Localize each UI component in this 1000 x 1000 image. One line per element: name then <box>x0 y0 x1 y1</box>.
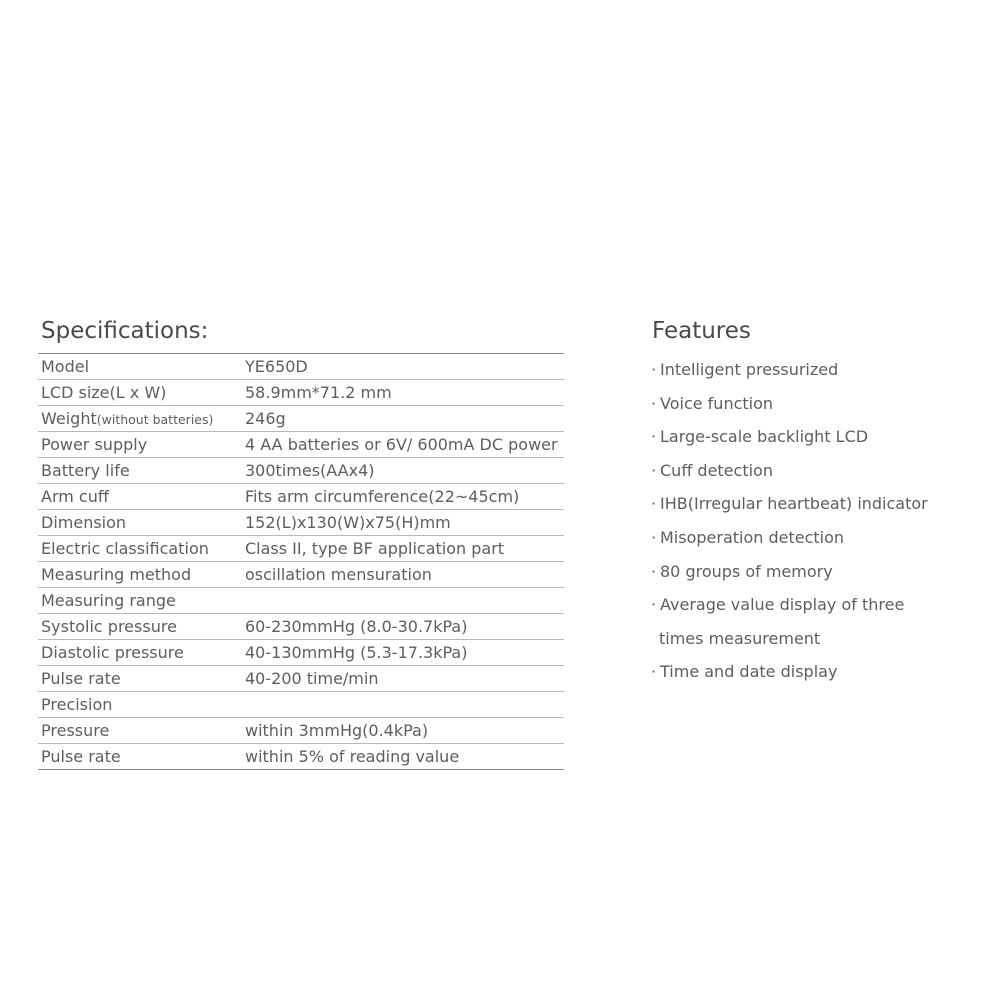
feature-text: Average value display of three <box>660 595 905 615</box>
features-list <box>651 353 991 689</box>
feature-text: Large-scale backlight LCD <box>660 427 869 447</box>
table-row <box>38 718 564 744</box>
features-title: Features <box>652 318 751 344</box>
table-row <box>38 614 564 640</box>
table-row <box>38 406 564 432</box>
feature-text: Misoperation detection <box>660 527 845 547</box>
spec-value: 152(L)x130(W)x75(H)mm <box>245 513 451 532</box>
bullet: · <box>651 360 657 379</box>
spec-label: LCD size(L x W) <box>41 383 167 402</box>
list-item <box>651 521 991 555</box>
bullet: · <box>651 561 657 581</box>
table-row <box>38 588 564 614</box>
table-row <box>38 354 564 380</box>
spec-label-group <box>41 406 213 433</box>
list-item <box>651 487 991 521</box>
table-row <box>38 510 564 536</box>
feature-text: IHB(Irregular heartbeat) indicator <box>660 494 928 514</box>
spec-label: Power supply <box>41 435 148 454</box>
table-row <box>38 432 564 458</box>
spec-label: Diastolic pressure <box>41 643 184 662</box>
bullet: · <box>651 595 657 615</box>
spec-label: Electric classification <box>41 539 209 558</box>
table-row <box>38 536 564 562</box>
specifications-title: Specifications: <box>41 318 209 344</box>
spec-label-note: (without batteries) <box>96 412 214 427</box>
spec-label: Precision <box>41 695 113 714</box>
table-row <box>38 380 564 406</box>
feature-text: Cuff detection <box>660 460 773 480</box>
spec-label: Measuring range <box>41 591 176 610</box>
list-item <box>651 353 991 387</box>
spec-value: 4 AA batteries or 6V/ 600mA DC power <box>245 435 558 454</box>
spec-value: 40-200 time/min <box>245 669 379 688</box>
bullet: · <box>651 393 657 413</box>
spec-label: Battery life <box>41 461 130 480</box>
spec-value: within 3mmHg(0.4kPa) <box>245 721 429 740</box>
table-row <box>38 562 564 588</box>
feature-text-continuation: times measurement <box>659 628 821 648</box>
spec-label: Pulse rate <box>41 669 121 688</box>
feature-text: Voice function <box>660 393 774 413</box>
spec-value: oscillation mensuration <box>245 565 432 584</box>
bullet: · <box>651 427 657 447</box>
feature-text: 80 groups of memory <box>660 561 833 581</box>
list-item <box>651 588 991 655</box>
spec-value: within 5% of reading value <box>245 747 460 766</box>
table-row <box>38 666 564 692</box>
feature-text: Time and date display <box>660 662 838 682</box>
bullet: · <box>651 460 657 480</box>
list-item <box>651 420 991 454</box>
spec-label: Pressure <box>41 721 110 740</box>
spec-label: Measuring method <box>41 565 192 584</box>
spec-value: 300times(AAx4) <box>245 461 375 480</box>
specifications-table <box>38 353 564 770</box>
spec-value: 58.9mm*71.2 mm <box>245 383 392 402</box>
spec-label: Pulse rate <box>41 747 121 766</box>
spec-value: 40-130mmHg (5.3-17.3kPa) <box>245 643 468 662</box>
spec-value: 246g <box>245 409 286 428</box>
list-item <box>651 655 991 689</box>
table-row <box>38 692 564 718</box>
list-item <box>651 454 991 488</box>
bullet: · <box>651 662 657 682</box>
spec-value: Class II, type BF application part <box>245 539 505 558</box>
bullet: · <box>651 494 657 514</box>
spec-label: Model <box>41 357 90 376</box>
spec-label: Systolic pressure <box>41 617 177 636</box>
feature-text: Intelligent pressurized <box>660 360 839 379</box>
spec-value: 60-230mmHg (8.0-30.7kPa) <box>245 617 468 636</box>
spec-label: Dimension <box>41 513 127 532</box>
bullet: · <box>651 527 657 547</box>
spec-value: YE650D <box>245 357 308 376</box>
spec-label: Weight <box>41 409 97 428</box>
list-item <box>651 387 991 421</box>
list-item <box>651 555 991 589</box>
table-row <box>38 744 564 770</box>
table-row <box>38 484 564 510</box>
table-row <box>38 640 564 666</box>
spec-label: Arm cuff <box>41 487 109 506</box>
table-row <box>38 458 564 484</box>
spec-value: Fits arm circumference(22~45cm) <box>245 487 520 506</box>
